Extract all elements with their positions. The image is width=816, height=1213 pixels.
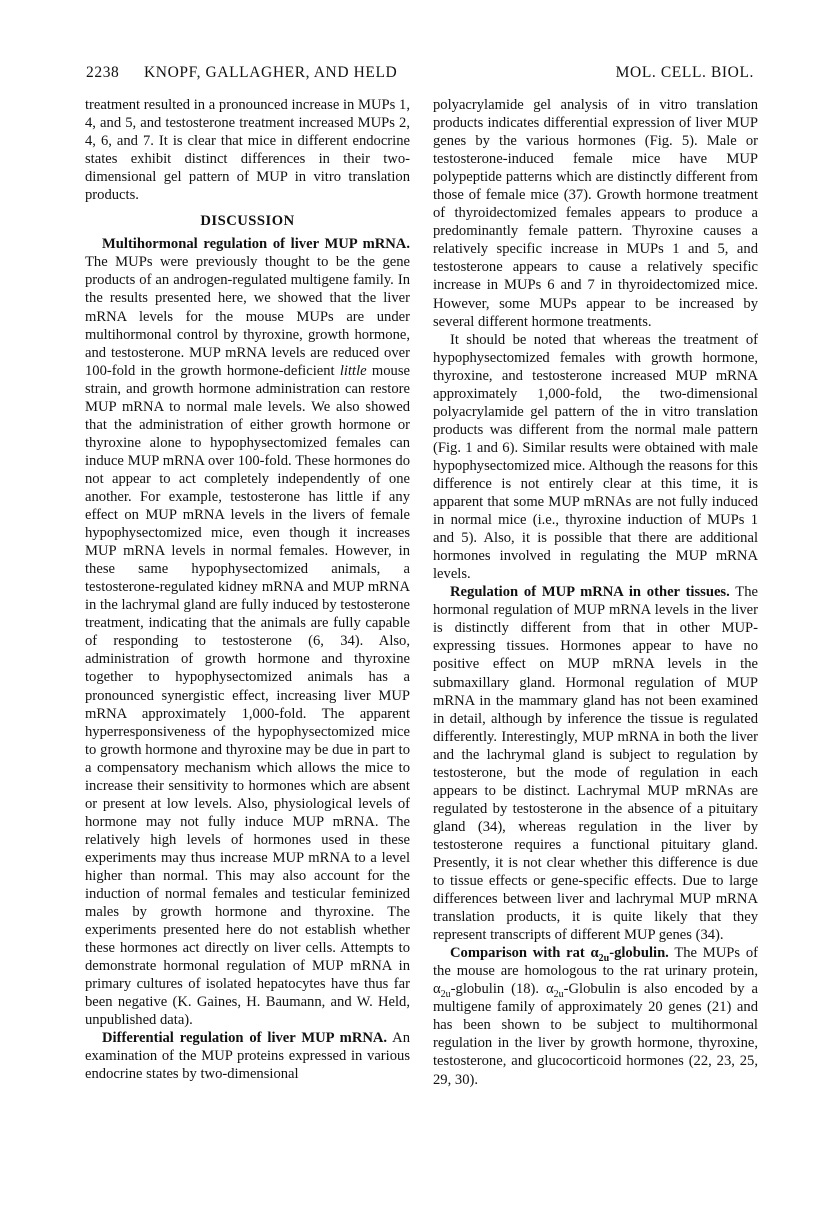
section-heading-discussion: DISCUSSION: [200, 213, 295, 230]
italic-strain-name: little: [339, 362, 367, 379]
results-closing-paragraph: treatment resulted in a pronounced increase in MUPs 1, 4, and 5, and testosterone treatment increased MUPs 2, 4, 6, and 7. It is clear that mice in different endocrine states exhibit distinct differences in their two-dimensional gel pattern of MUP in vitro translation products.: [85, 97, 410, 204]
paragraph-differential-regulation-continued: polyacrylamide gel analysis of in vitro translation products indicates differential expression of liver MUP genes by the various hormones (Fig. 5). Male or testosterone-induced female mice have MUP polypeptide patterns which are distinctly different from those of female mice (37). Growth hormone treatment of thyroidectomized females appears to produce a predominantly female pattern. Thyroxine causes a relatively specific increase in MUPs 1 and 5, and testosterone appears to cause a relatively specific increase in MUPs 6 and 7 in thyroidectomized mice. However, some MUPs appear to be increased by several different hormone treatments.: [433, 97, 758, 330]
run-in-heading: Differential regulation of liver MUP mRNA.: [102, 1030, 388, 1047]
page-number: 2238: [86, 64, 120, 81]
run-in-heading: Multihormonal regulation of liver MUP mRNA.: [102, 236, 410, 253]
paragraph-hypophysectomized-note: It should be noted that whereas the treatment of hypophysectomized females with growth hormone, thyroxine, and testosterone increased MUP mRNA approximately 1,000-fold, the two-dimensional polyacrylamide gel pattern of the in vitro translation products was different from the normal male pattern (Fig. 1 and 6). Similar results were obtained with male hypophysectomized mice. Although the reasons for this difference is not entirely clear at this time, it is apparent that some MUP mRNAs are not fully induced in normal mice (i.e., thyroxine induction of MUPs 1 and 5). Also, it is possible that there are additional hormones involved in regulating the MUP mRNA levels.: [433, 331, 758, 583]
paragraph-multihormonal-regulation: [85, 235, 410, 1029]
journal-name: MOL. CELL. BIOL.: [615, 64, 754, 81]
running-authors: KNOPF, GALLAGHER, AND HELD: [144, 64, 398, 81]
run-in-heading: Regulation of MUP mRNA in other tissues.: [450, 584, 730, 601]
paragraph-text: The hormonal regulation of MUP mRNA levels in the liver is distinctly different from that in other MUP-expressing tissues. Hormones appear to have no positive effect on MUP mRNA levels in the submaxillary gland. Hormonal regulation of MUP mRNA in the mammary gland has not been examined in detail, although by inference the tissue is regulated differently. Interestingly, MUP mRNA in both the liver and the lachrymal gland is subject to regulation by testosterone, but the mode of regulation in each appears to be distinct. Lachrymal MUP mRNAs are regulated by testosterone in the absence of a pituitary gland (34), whereas regulation in the liver by testosterone requires a functional pituitary gland. Presently, it is not clear whether this difference is due to tissue effects or gene-specific effects. Due to large differences between liver and lachrymal MUP mRNA translation products, it is quite likely that they represent transcripts of different MUP genes (34).: [433, 584, 758, 944]
paragraph-rat-globulin-comparison: Comparison with rat $\alpha_{2u}$-globulin. The MUPs of the mouse are homologous to the rat urinary protein, $\alpha_{2u}$-globulin (18). $\alpha_{2u}$-Globulin is also encoded by a multigene family of approximately 20 genes (21) and has been shown to be subject to multihormonal regulation in the liver by growth hormone, thyroxine, testosterone, and glucocorticoid hormones (22, 23, 25, 29, 30).: [433, 945, 759, 1088]
paragraph-text: An examination of the MUP proteins expressed in various endocrine states by two-dimensional: [85, 1030, 410, 1083]
running-header: [86, 64, 754, 86]
paragraph-differential-regulation: [85, 1029, 410, 1083]
left-column: [85, 96, 410, 1084]
paragraph-text: The MUPs were previously thought to be the gene products of an androgen-regulated multigene family. In the results presented here, we showed that the liver mRNA levels for the mouse MUPs are under multihormonal control by thyroxine, growth hormone, and testosterone. MUP mRNA levels are reduced over 100-fold in the growth hormone-deficient: [85, 254, 410, 379]
run-in-heading: Comparison with rat $\alpha_{2u}$-globulin.: [450, 945, 669, 965]
paragraph-other-tissues: [433, 583, 758, 944]
paragraph-text: mouse strain, and growth hormone administration can restore MUP mRNA to normal male levels. We also showed that the administration of either growth hormone or thyroxine alone to hypophysectomized females can induce MUP mRNA over 100-fold. These hormones do not appear to act completely independently of one another. For example, testosterone has little if any effect on MUP mRNA levels in the livers of female hypophysectomized mice, even though it increases MUP mRNA levels in normal females. However, in these same hypophysectomized animals, a testosterone-regulated kidney mRNA and MUP mRNA in the lachrymal gland are fully induced by testosterone treatment, indicating that the animals are fully capable of responding to testosterone (6, 34). Also, administration of growth hormone and thyroxine together to hypophysectomized animals has a pronounced synergistic effect, increasing liver MUP mRNA approximately 1,000-fold. The apparent hyperresponsiveness of the hypophysectomized mice to growth hormone and thyroxine may be due in part to a compensatory mechanism which allows the mice to increase their sensitivity to hormones which are absent or present at low levels. Also, physiological levels of hormone may not fully induce MUP mRNA. The relatively high levels of hormones used in these experiments may thus increase MUP mRNA to a level higher than normal. This may also account for the induction of normal females and testicular feminized males by growth hormone and thyroxine. The experiments presented here do not establish whether these hormones act directly on liver cells. Attempts to demonstrate hormonal regulation of MUP mRNA in primary cultures of isolated hepatocytes have thus far been negative (K. Gaines, H. Baumann, and W. Held, unpublished data).: [85, 362, 411, 1029]
right-column: [433, 96, 758, 1089]
